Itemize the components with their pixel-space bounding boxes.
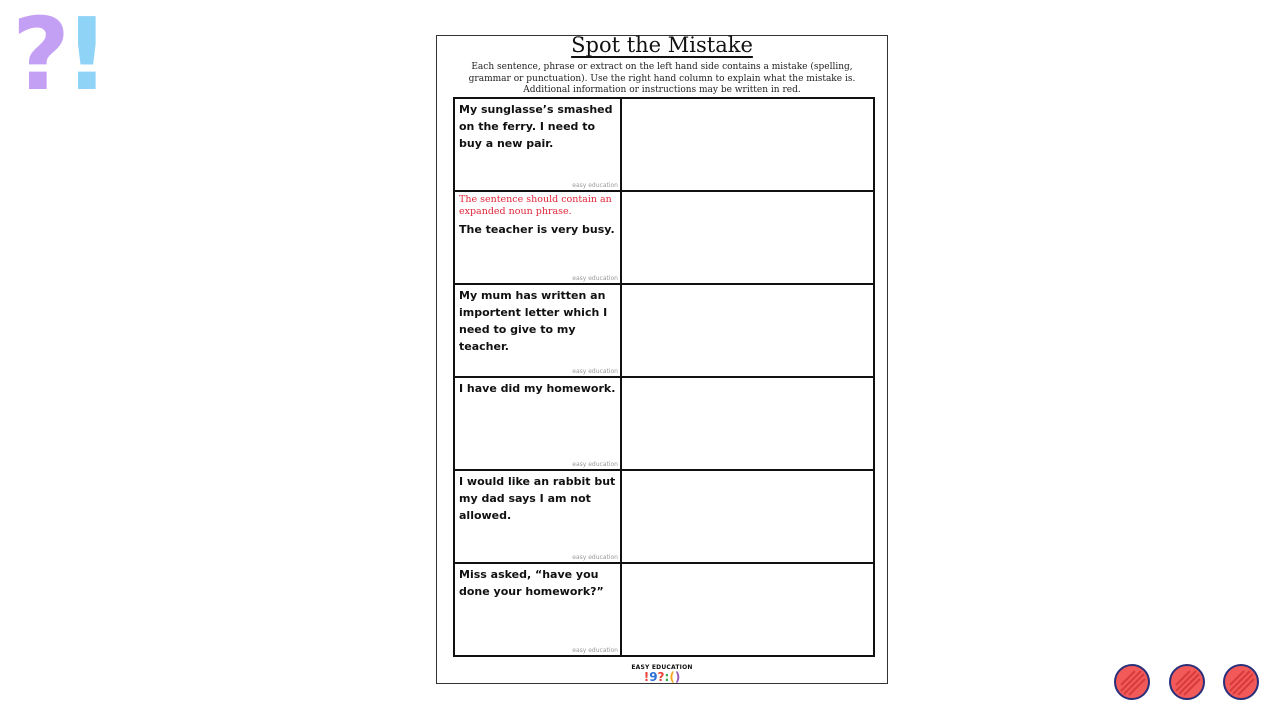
sentence-text: I have did my homework. bbox=[459, 382, 616, 395]
sentence-cell bbox=[455, 378, 622, 469]
logo-mark: : bbox=[664, 670, 670, 684]
sentence-text: My mum has written an importent letter which I need to give to my teacher. bbox=[459, 289, 608, 353]
watermark: easy education bbox=[572, 647, 618, 654]
watermark: easy education bbox=[572, 275, 618, 282]
answer-cell[interactable] bbox=[622, 285, 873, 376]
worksheet-page bbox=[436, 35, 888, 684]
exclamation-mark-glyph: ! bbox=[64, 0, 110, 113]
answer-cell[interactable] bbox=[622, 192, 873, 283]
logo-mark: ? bbox=[657, 670, 665, 684]
nav-circle-button-1[interactable] bbox=[1113, 663, 1151, 701]
watermark: easy education bbox=[572, 461, 618, 468]
sentence-text: I would like an rabbit but my dad says I am not allowed. bbox=[459, 475, 616, 522]
table-row bbox=[455, 564, 873, 655]
scribble-circle-icon bbox=[1222, 663, 1260, 701]
answer-cell[interactable] bbox=[622, 99, 873, 190]
sentence-text: My sunglasse’s smashed on the ferry. I need to buy a new pair. bbox=[459, 103, 613, 150]
sentence-cell bbox=[455, 99, 622, 190]
scribble-circle-icon bbox=[1113, 663, 1151, 701]
table-row bbox=[455, 378, 873, 471]
logo-mark: ! bbox=[643, 670, 650, 684]
footer-brand: EASY EDUCATION bbox=[631, 664, 693, 671]
sentence-text: The teacher is very busy. bbox=[459, 223, 615, 236]
table-row bbox=[455, 99, 873, 192]
table-row bbox=[455, 192, 873, 285]
sentence-cell bbox=[455, 471, 622, 562]
instruction-note: The sentence should contain an expanded noun phrase. bbox=[459, 194, 612, 217]
logo-mark: ) bbox=[674, 670, 681, 684]
sentence-cell bbox=[455, 564, 622, 655]
watermark: easy education bbox=[572, 554, 618, 561]
logo-mark: ( bbox=[669, 670, 675, 684]
worksheet-title: Spot the Mistake bbox=[571, 33, 753, 57]
sentence-cell bbox=[455, 285, 622, 376]
nav-circle-button-3[interactable] bbox=[1222, 663, 1260, 701]
footer-logo bbox=[437, 664, 887, 683]
watermark: easy education bbox=[572, 368, 618, 375]
punctuation-logo bbox=[437, 671, 887, 683]
nav-circle-button-2[interactable] bbox=[1168, 663, 1206, 701]
logo-mark: 9 bbox=[649, 670, 658, 684]
worksheet-instructions: Each sentence, phrase or extract on the left hand side contains a mistake (spelling, grammar or punctuation). Use the right hand column to explain what the mistake is. Additional information or instructions may be written in red. bbox=[468, 62, 856, 95]
table-row bbox=[455, 471, 873, 564]
watermark: easy education bbox=[572, 182, 618, 189]
question-exclamation-decoration bbox=[12, 0, 110, 113]
answer-cell[interactable] bbox=[622, 564, 873, 655]
sentence-text: Miss asked, “have you done your homework?” bbox=[459, 568, 604, 598]
question-mark-glyph: ? bbox=[12, 0, 71, 113]
scribble-circle-icon bbox=[1168, 663, 1206, 701]
answer-cell[interactable] bbox=[622, 378, 873, 469]
table-row bbox=[455, 285, 873, 378]
mistake-table bbox=[453, 97, 875, 657]
sentence-cell bbox=[455, 192, 622, 283]
answer-cell[interactable] bbox=[622, 471, 873, 562]
